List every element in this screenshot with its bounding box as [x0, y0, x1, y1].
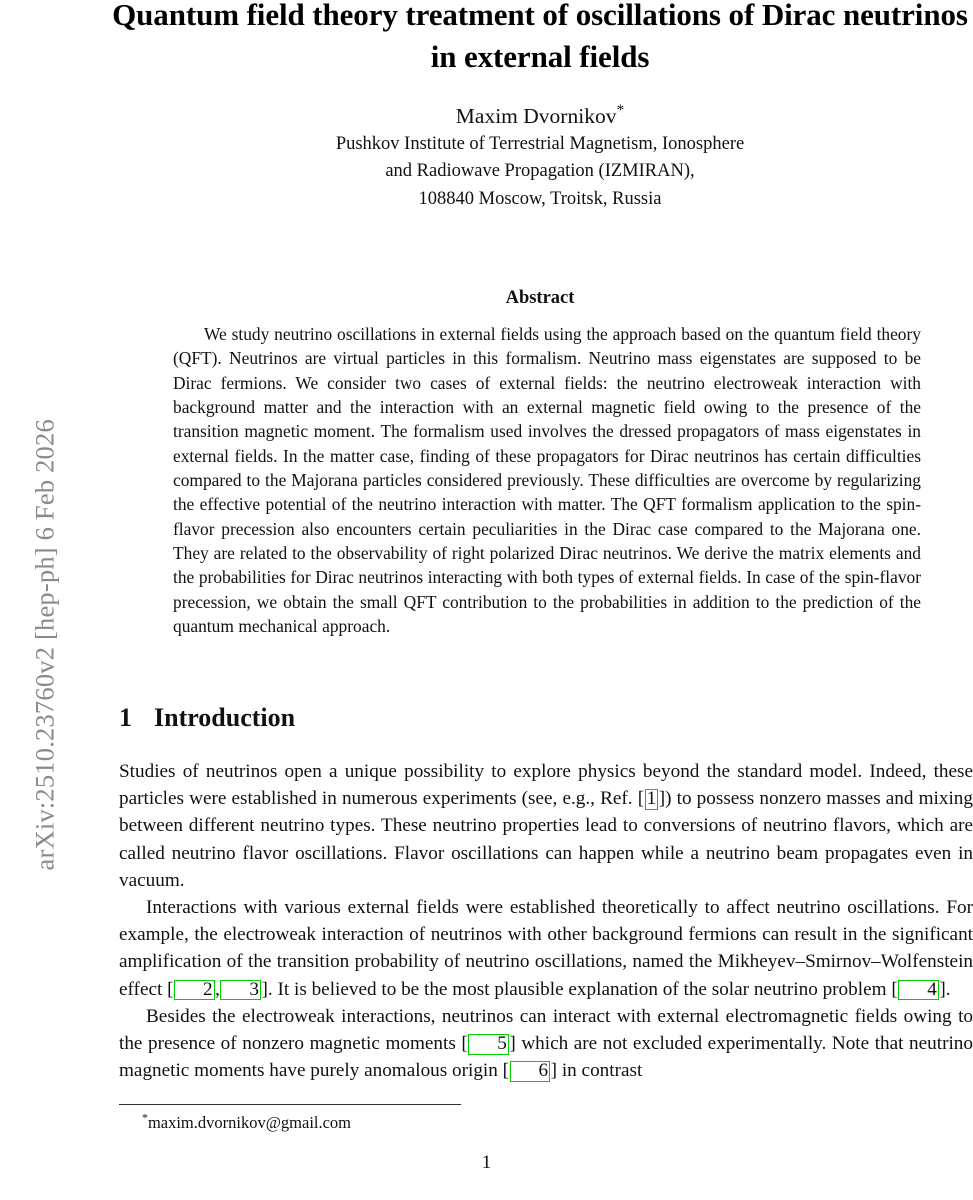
author-footnote-marker[interactable]: * — [616, 101, 625, 119]
page-title: Quantum field theory treatment of oscillations of Dirac neutrinos in external fields — [112, 0, 968, 74]
paragraph-2-part-b: ]. It is believed to be the most plausible explanation of the solar neutrino problem [ — [261, 978, 898, 1000]
paragraph-3-part-a: Besides the electroweak interactions, neutrinos can interact with external electromagnetic fields owing to the presence of nonzero magnetic moments [ — [119, 1005, 973, 1055]
citation-link-2[interactable]: 2 — [174, 980, 215, 1001]
section-number: 1 — [119, 703, 132, 732]
paragraph-2-part-c: ]. — [939, 978, 951, 1000]
paragraph-3-part-b: ] which are not excluded experimentally. Note that neutrino magnetic moments have purely anomalous origin [ — [119, 1033, 973, 1082]
paragraph-3 — [119, 1003, 973, 1085]
section-heading-introduction — [119, 703, 295, 733]
paragraph-2-part-a: Interactions with various external fields were established theoretically to affect neutrino oscillations. For example, the electroweak interaction of neutrinos with other background fermions can result in the significant amplification of the transition probability of neutrino oscillations, named the Mikheyev–Smirnov–Wolfenstein effect [ — [119, 897, 973, 1000]
footnote — [142, 1110, 352, 1133]
section-title: Introduction — [154, 703, 296, 732]
footnote-email[interactable]: maxim.dvornikov@gmail.com — [147, 1113, 352, 1132]
citation-link-4[interactable]: 4 — [898, 980, 939, 1001]
paragraph-3-part-c: ] in contrast — [550, 1060, 643, 1082]
author-name — [110, 103, 970, 131]
paragraph-1-part-a: Studies of neutrinos open a unique possibility to explore physics beyond the standard model. Indeed, these particles were established in numerous experiments (see, e.g., Ref. [ — [119, 761, 973, 810]
citation-link-6[interactable]: 6 — [510, 1061, 551, 1082]
citation-separator: , — [215, 978, 220, 1000]
body-text — [119, 758, 973, 1084]
paragraph-1 — [119, 758, 973, 894]
paragraph-1-part-b: ]) to possess nonzero masses and mixing between different neutrino types. These neutrino properties lead to conversions of neutrino flavors, which are called neutrino flavor oscillations. Flavor oscillations can happen while a neutrino beam propagates even in vacuum. — [119, 788, 973, 891]
footnote-marker: * — [142, 1110, 148, 1125]
author-block — [110, 103, 970, 213]
abstract-text: We study neutrino oscillations in external fields using the approach based on the quantum field theory (QFT). Neutrinos are virtual particles in this formalism. Neutrino mass eigenstates are supposed to be Dirac fermions. We consider two cases of external fields: the neutrino electroweak interaction with background matter and the interaction with an external magnetic field owing to the presence of the transition magnetic moment. The formalism used involves the dressed propagators of mass eigenstates in external fields. In the matter case, finding of these propagators for Dirac neutrinos has certain difficulties compared to the Majorana particles considered previously. These difficulties are overcome by regularizing the effective potential of the neutrino interaction with matter. The QFT formalism application to the spin-flavor precession also encounters certain peculiarities in the Dirac case compared to the Majorana one. They are related to the observability of right polarized Dirac neutrinos. We derive the matrix elements and the probabilities for Dirac neutrinos interacting with both types of external fields. In case of the spin-flavor precession, we obtain the small QFT contribution to the probabilities in addition to the prediction of the quantum mechanical approach. — [173, 324, 921, 637]
citation-link-1[interactable]: 1 — [646, 788, 657, 810]
footnote-rule — [119, 1104, 461, 1105]
citation-link-5[interactable]: 5 — [468, 1034, 509, 1055]
affiliation-line-1: Pushkov Institute of Terrestrial Magnetism, Ionosphere — [335, 133, 745, 154]
citation-link-3[interactable]: 3 — [220, 980, 261, 1001]
arxiv-stamp: arXiv:2510.23760v2 [hep-ph] 6 Feb 2026 — [29, 419, 60, 871]
abstract-heading: Abstract — [505, 288, 575, 308]
page-number: 1 — [481, 1152, 492, 1173]
paragraph-2 — [119, 894, 973, 1003]
author-name-text: Maxim Dvornikov — [455, 104, 617, 128]
affiliation-line-3: 108840 Moscow, Troitsk, Russia — [418, 188, 662, 209]
affiliation-line-2: and Radiowave Propagation (IZMIRAN), — [385, 161, 695, 181]
